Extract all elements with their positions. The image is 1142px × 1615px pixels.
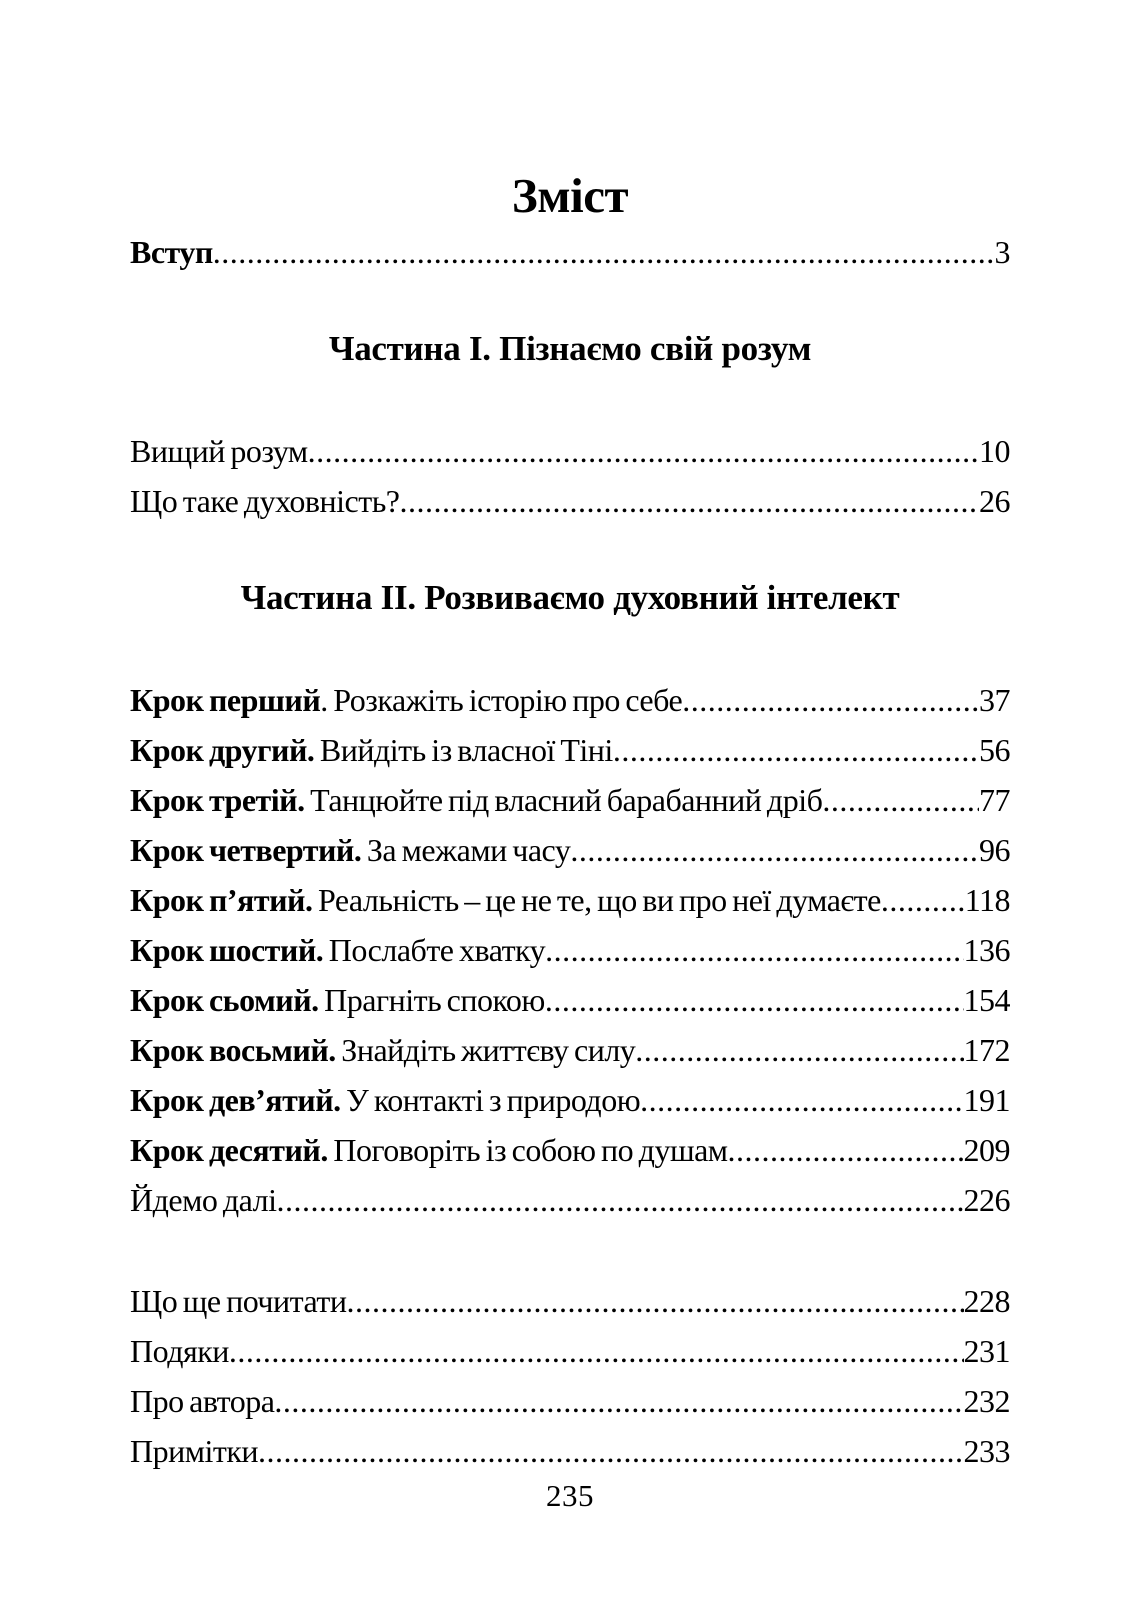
part1-heading: Частина I. Пізнаємо свій розум [328, 329, 812, 368]
toc-entry-page: 172 [963, 1032, 1010, 1068]
toc-entry-label [130, 725, 613, 775]
dot-leader [347, 1276, 964, 1326]
toc-entry-intro [130, 227, 1010, 277]
toc-entry [130, 775, 1010, 825]
dot-leader [258, 1426, 963, 1476]
dot-leader [274, 1376, 963, 1426]
toc-entry-subtitle: Поговоріть із собою по душам [327, 1132, 728, 1168]
toc-entry-label [130, 426, 308, 476]
back-matter-entries [130, 1276, 1010, 1476]
toc-entry [130, 875, 1010, 925]
toc-entry [130, 1175, 1010, 1225]
toc-entry-subtitle: Танцюйте під власний барабанний дріб [304, 782, 823, 818]
toc-entry-label [130, 975, 545, 1025]
toc-entry-subtitle: За межами часу [361, 832, 571, 868]
dot-leader [545, 925, 963, 975]
toc-entry-page: 191 [963, 1082, 1010, 1118]
toc-entry [130, 675, 1010, 725]
toc-entry-subtitle: Примітки [130, 1433, 259, 1469]
toc-entry-subtitle: У контакті з природою [340, 1082, 641, 1118]
toc-entry [130, 1125, 1010, 1175]
toc-entry-page: 118 [964, 882, 1010, 918]
toc-entry [130, 1075, 1010, 1125]
toc-entry-title: Крок п’ятий. [130, 882, 313, 918]
toc-entry-label [130, 1376, 274, 1426]
dot-leader [545, 975, 964, 1025]
toc-entry-title: Крок восьмий. [130, 1032, 336, 1068]
toc-entry-title: Крок дев’ятий. [130, 1082, 341, 1118]
toc-entry [130, 725, 1010, 775]
toc-entry-page: 37 [979, 682, 1010, 718]
dot-leader [881, 875, 965, 925]
dot-leader [728, 1125, 964, 1175]
toc-entry-label [130, 675, 682, 725]
toc-entry-label [130, 775, 822, 825]
toc-entry-label [130, 1426, 258, 1476]
toc-entry-page: 96 [979, 832, 1010, 868]
toc-entry-label [130, 925, 545, 975]
dot-leader [640, 1075, 963, 1125]
toc-entry-label [130, 476, 399, 526]
toc-entry-subtitle: Що таке духовність? [130, 483, 400, 519]
toc-entry-label [130, 227, 213, 277]
toc-entry [130, 1276, 1010, 1326]
toc-entry-title: Крок шостий. [130, 932, 324, 968]
toc-entry-subtitle: Що ще почитати [130, 1283, 347, 1319]
toc-entry-subtitle: . Розкажіть історію про себе [320, 682, 683, 718]
toc-entry-label [130, 1075, 640, 1125]
toc-entry-label [130, 875, 881, 925]
dot-leader [399, 476, 979, 526]
toc-entry [130, 426, 1010, 476]
page-number: 235 [546, 1478, 594, 1513]
dot-leader [229, 1326, 964, 1376]
toc-entry-label [130, 825, 570, 875]
dot-leader [276, 1175, 963, 1225]
dot-leader [213, 227, 995, 277]
toc-entry-page: 77 [979, 782, 1010, 818]
toc-entry [130, 1426, 1010, 1476]
toc-entry-title: Крок четвертий. [130, 832, 362, 868]
toc-entry-title: Крок другий. [130, 732, 315, 768]
dot-leader [613, 725, 979, 775]
toc-entry-subtitle: Йдемо далі [130, 1182, 277, 1218]
toc-entry-page: 233 [963, 1433, 1010, 1469]
dot-leader [635, 1025, 963, 1075]
toc-entry-page: 232 [963, 1383, 1010, 1419]
toc-entry-subtitle: Вийдіть із власної Тіні [314, 732, 613, 768]
part2-entries [130, 675, 1010, 1225]
toc-entry-page: 228 [963, 1283, 1010, 1319]
toc-entry [130, 1326, 1010, 1376]
toc-entry-page: 154 [963, 982, 1010, 1018]
toc-entry-page: 209 [963, 1132, 1010, 1168]
dot-leader [570, 825, 979, 875]
toc-entry-page: 231 [963, 1333, 1010, 1369]
part1-entries [130, 426, 1010, 526]
toc-entry-title: Крок сьомий. [130, 982, 319, 1018]
dot-leader [682, 675, 979, 725]
toc-entry-page: 226 [963, 1182, 1010, 1218]
toc-entry-subtitle: Прагніть спокою [318, 982, 545, 1018]
toc-entry-subtitle: Подяки [130, 1333, 229, 1369]
toc-entry [130, 1376, 1010, 1426]
toc-entry [130, 925, 1010, 975]
page-title: Зміст [511, 168, 629, 223]
toc-entry-title: Крок перший [130, 682, 321, 718]
toc-entry [130, 476, 1010, 526]
toc-entry [130, 975, 1010, 1025]
toc-entry-page: 56 [979, 732, 1010, 768]
toc-entry-label [130, 1326, 229, 1376]
toc-entry-page: 26 [979, 483, 1010, 519]
toc-entry-subtitle: Знайдіть життєву силу [335, 1032, 636, 1068]
toc-entry-subtitle: Реальність – це не те, що ви про неї думаєте [312, 882, 881, 918]
toc-entry [130, 1025, 1010, 1075]
dot-leader [822, 775, 979, 825]
toc-entry-label [130, 1025, 635, 1075]
toc-entry-label [130, 1175, 276, 1225]
toc-entry-page: 3 [994, 234, 1010, 270]
toc-entry-subtitle: Послабте хватку [323, 932, 546, 968]
toc-entry-title: Вступ [130, 234, 213, 270]
toc-entry-label [130, 1125, 728, 1175]
toc-entry-subtitle: Вищий розум [130, 433, 308, 469]
toc-entry-page: 10 [979, 433, 1010, 469]
toc-entry-page: 136 [963, 932, 1010, 968]
toc-entry [130, 825, 1010, 875]
toc-entry-label [130, 1276, 347, 1326]
toc-entry-title: Крок десятий. [130, 1132, 328, 1168]
toc-entry-subtitle: Про автора [130, 1383, 275, 1419]
dot-leader [308, 426, 979, 476]
part2-heading: Частина II. Розвиваємо духовний інтелект [240, 578, 900, 617]
toc-entry-title: Крок третій. [130, 782, 305, 818]
